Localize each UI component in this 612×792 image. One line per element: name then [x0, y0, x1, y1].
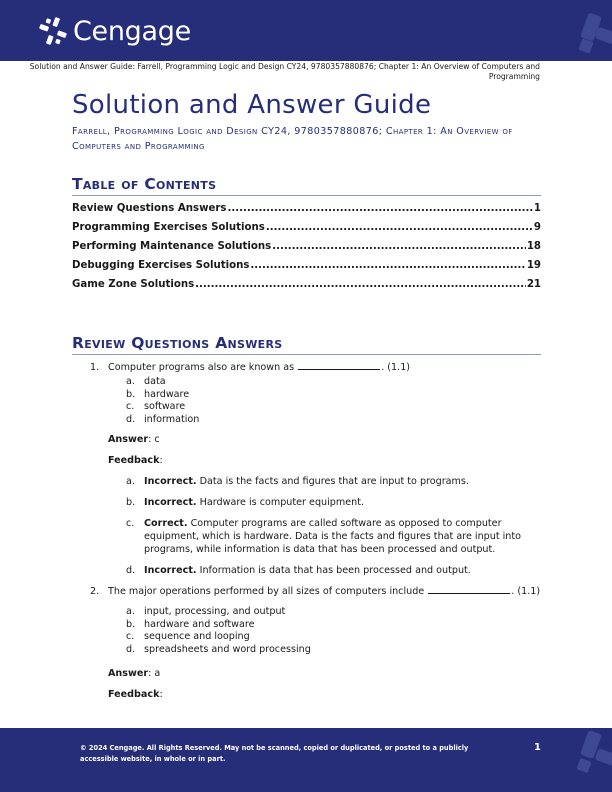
toc-leader-dots	[250, 260, 525, 271]
feedback-verdict: Incorrect.	[144, 565, 197, 576]
option-a	[108, 605, 541, 618]
feedback-letter: b.	[126, 497, 136, 508]
footer-band	[0, 728, 612, 792]
copyright-notice: © 2024 Cengage. All Rights Reserved. May not be scanned, copied or duplicated, or posted to a publicly accessible website, in whole or in part.	[80, 744, 469, 763]
question-1	[72, 361, 541, 577]
question-number: 2.	[90, 586, 100, 597]
toc-leader-dots	[266, 222, 533, 233]
question-text	[108, 585, 541, 598]
question-text-after: . (1.1)	[511, 586, 541, 597]
cengage-mark-icon	[37, 15, 69, 47]
feedback-letter: a.	[126, 476, 135, 487]
feedback-label-line: Feedback:	[108, 689, 163, 700]
option-text: software	[144, 401, 186, 412]
option-c	[108, 400, 541, 413]
answer-line: Answer: c	[108, 434, 160, 445]
toc-entry-label: Review Questions Answers	[72, 203, 227, 214]
answer-value: a	[154, 668, 161, 679]
option-text: input, processing, and output	[144, 606, 286, 617]
option-letter: d.	[126, 643, 136, 655]
feedback-text: Data is the facts and figures that are input to programs.	[199, 476, 469, 487]
feedback-text: Information is data that has been processed and output.	[199, 565, 471, 576]
question-number: 1.	[90, 362, 100, 373]
option-letter: c.	[126, 401, 135, 412]
feedback-d	[108, 564, 541, 577]
option-text: information	[144, 413, 200, 425]
cengage-logo	[37, 14, 191, 48]
question-text-before: Computer programs also are known as	[108, 362, 295, 373]
toc-entry-label: Game Zone Solutions	[72, 279, 195, 290]
option-text: data	[144, 376, 166, 387]
feedback-letter: c.	[126, 518, 135, 529]
toc-entry-page: 18	[526, 241, 541, 252]
answer-blank	[298, 369, 380, 370]
logo-text: Cengage	[73, 15, 191, 47]
option-text: hardware	[144, 388, 190, 400]
option-letter: a.	[126, 376, 135, 387]
toc-entry-page: 9	[533, 222, 541, 233]
question-2	[72, 585, 541, 701]
toc-entry-label: Debugging Exercises Solutions	[72, 260, 250, 271]
feedback-verdict: Correct.	[144, 518, 188, 529]
option-text: spreadsheets and word processing	[144, 643, 311, 655]
toc-entry-game-zone[interactable]	[72, 279, 541, 298]
option-letter: c.	[126, 631, 135, 642]
option-c	[108, 630, 541, 643]
answer-blank	[428, 593, 510, 594]
corner-decoration-icon	[566, 728, 612, 792]
feedback-verdict: Incorrect.	[144, 476, 197, 487]
toc-heading: Table of Contents	[72, 175, 541, 196]
table-of-contents	[72, 203, 541, 298]
feedback-c	[108, 517, 541, 556]
document-subtitle: Farrell, Programming Logic and Design CY24, 9780357880876; Chapter 1: An Overview of Computers and Programming	[72, 126, 513, 152]
option-b	[108, 618, 541, 631]
question-text-before: The major operations performed by all sizes of computers include	[108, 586, 425, 597]
option-list	[108, 375, 541, 425]
option-letter: b.	[126, 388, 136, 400]
option-d	[108, 643, 541, 656]
toc-leader-dots	[272, 241, 526, 252]
corner-decoration-icon	[566, 0, 612, 61]
feedback-label: Feedback	[108, 689, 160, 700]
answer-line: Answer: a	[108, 668, 161, 679]
toc-entry-programming-exercises[interactable]	[72, 222, 541, 241]
answer-value: c	[154, 434, 160, 445]
option-letter: d.	[126, 413, 136, 425]
header-band	[0, 0, 612, 61]
option-list	[108, 605, 541, 655]
option-letter: a.	[126, 606, 135, 617]
toc-entry-label: Performing Maintenance Solutions	[72, 241, 272, 252]
toc-entry-debugging-exercises[interactable]	[72, 260, 541, 279]
answer-label: Answer	[108, 668, 149, 679]
document-title: Solution and Answer Guide	[72, 90, 432, 120]
option-letter: b.	[126, 618, 136, 630]
feedback-a	[108, 475, 541, 488]
feedback-verdict: Incorrect.	[144, 497, 197, 508]
question-list	[72, 361, 541, 701]
option-text: sequence and looping	[144, 631, 250, 642]
question-text-after: . (1.1)	[381, 362, 411, 373]
review-questions-heading: Review Questions Answers	[72, 334, 541, 355]
toc-leader-dots	[195, 279, 526, 290]
toc-entry-review-questions[interactable]	[72, 203, 541, 222]
option-b	[108, 388, 541, 401]
running-head: Solution and Answer Guide: Farrell, Programming Logic and Design CY24, 9780357880876; Chapter 1: An Overview of Computers and Programming	[29, 62, 540, 81]
toc-entry-label: Programming Exercises Solutions	[72, 222, 265, 233]
question-text	[108, 361, 541, 374]
page-number: 1	[534, 742, 541, 753]
feedback-label-line: Feedback:	[108, 455, 163, 466]
answer-label: Answer	[108, 434, 149, 445]
feedback-letter: d.	[126, 565, 136, 576]
toc-entry-performing-maintenance[interactable]	[72, 241, 541, 260]
feedback-b	[108, 496, 541, 509]
feedback-text: Computer programs are called software as opposed to computer equipment, which is hardware. Data is the facts and figures that are input into programs, while information is data that has been processed and output.	[144, 518, 522, 555]
toc-entry-page: 1	[533, 203, 541, 214]
main-content	[72, 90, 541, 701]
option-d	[108, 413, 541, 426]
option-text: hardware and software	[144, 618, 255, 630]
feedback-label: Feedback	[108, 455, 160, 466]
toc-entry-page: 21	[526, 279, 541, 290]
toc-entry-page: 19	[526, 260, 541, 271]
toc-leader-dots	[227, 203, 532, 214]
option-a	[108, 375, 541, 388]
feedback-text: Hardware is computer equipment.	[199, 497, 365, 508]
